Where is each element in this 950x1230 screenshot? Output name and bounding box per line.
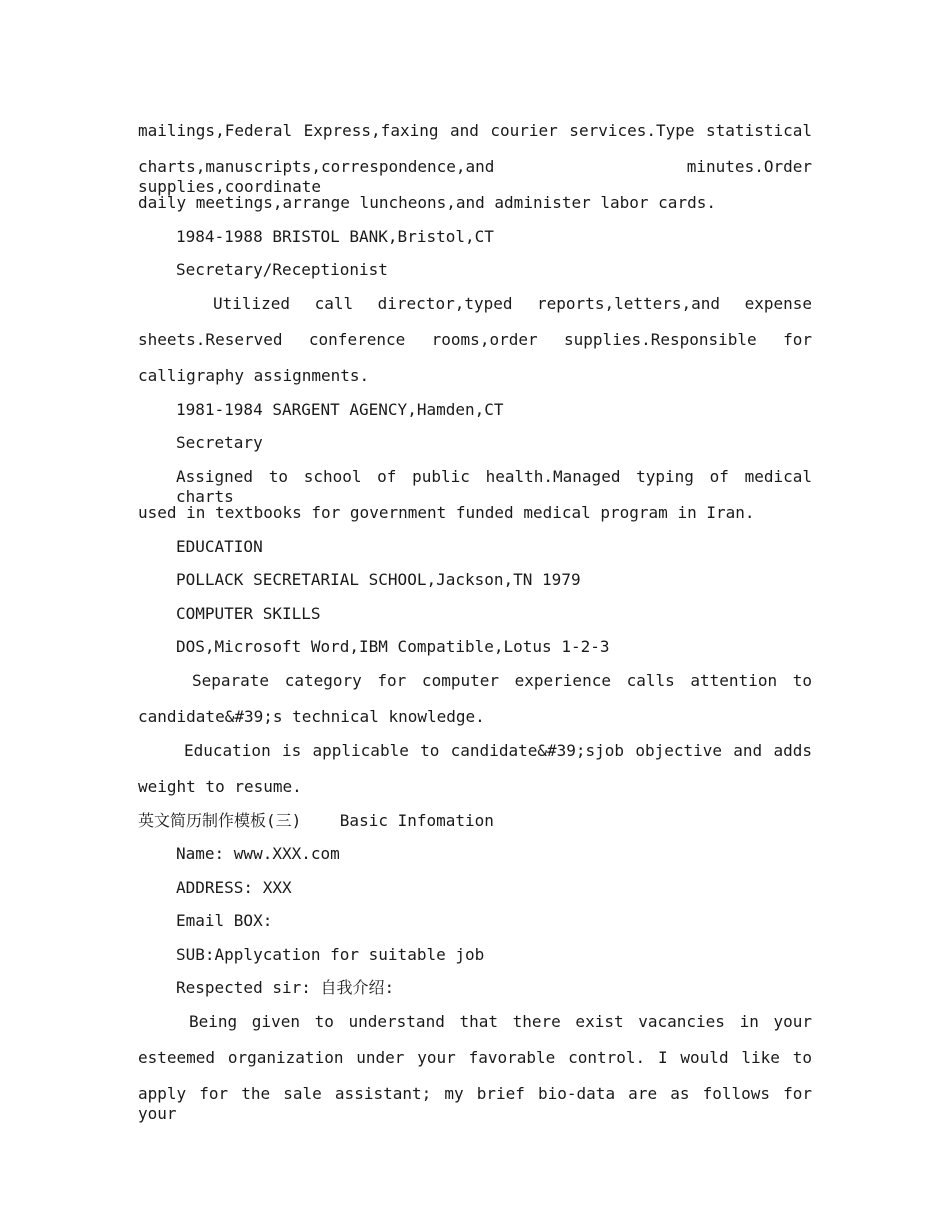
section-heading-computer-skills: COMPUTER SKILLS: [176, 604, 321, 623]
text-line: Being given to understand that there exist vacancies in your: [189, 1012, 812, 1031]
section-heading-education: EDUCATION: [176, 537, 263, 556]
text-line: Separate category for computer experience calls attention to: [192, 671, 812, 690]
text-line: apply for the sale assistant; my brief bio-data are as follows for your: [138, 1084, 812, 1123]
text-line: daily meetings,arrange luncheons,and administer labor cards.: [138, 193, 716, 212]
text-line: esteemed organization under your favorable control. I would like to: [138, 1048, 812, 1067]
text-line: Education is applicable to candidate&#39;sjob objective and adds: [184, 741, 812, 760]
text-line: charts,manuscripts,correspondence,and minutes.Order supplies,coordinate: [138, 157, 812, 196]
email-line: Email BOX:: [176, 911, 273, 930]
text-line: Utilized call director,typed reports,letters,and expense: [213, 294, 812, 313]
text-line: mailings,Federal Express,faxing and courier services.Type statistical: [138, 121, 812, 140]
salutation-line: Respected sir: 自我介绍:: [176, 978, 395, 997]
text-line: weight to resume.: [138, 777, 302, 796]
job-entry-heading: 1984-1988 BRISTOL BANK,Bristol,CT: [176, 227, 494, 246]
computer-skills-entry: DOS,Microsoft Word,IBM Compatible,Lotus 1-2-3: [176, 637, 610, 656]
text-line: sheets.Reserved conference rooms,order supplies.Responsible for: [138, 330, 812, 349]
template-heading: 英文简历制作模板(三) Basic Infomation: [138, 811, 494, 830]
text-line: calligraphy assignments.: [138, 366, 370, 385]
job-entry-heading: 1981-1984 SARGENT AGENCY,Hamden,CT: [176, 400, 504, 419]
subject-line: SUB:Applycation for suitable job: [176, 945, 485, 964]
text-line: candidate&#39;s technical knowledge.: [138, 707, 485, 726]
text-line: Assigned to school of public health.Managed typing of medical charts: [176, 467, 812, 506]
job-title: Secretary: [176, 433, 263, 452]
text-line: used in textbooks for government funded medical program in Iran.: [138, 503, 755, 522]
name-line: Name: www.XXX.com: [176, 844, 340, 863]
job-title: Secretary/Receptionist: [176, 260, 388, 279]
address-line: ADDRESS: XXX: [176, 878, 292, 897]
education-entry: POLLACK SECRETARIAL SCHOOL,Jackson,TN 1979: [176, 570, 581, 589]
